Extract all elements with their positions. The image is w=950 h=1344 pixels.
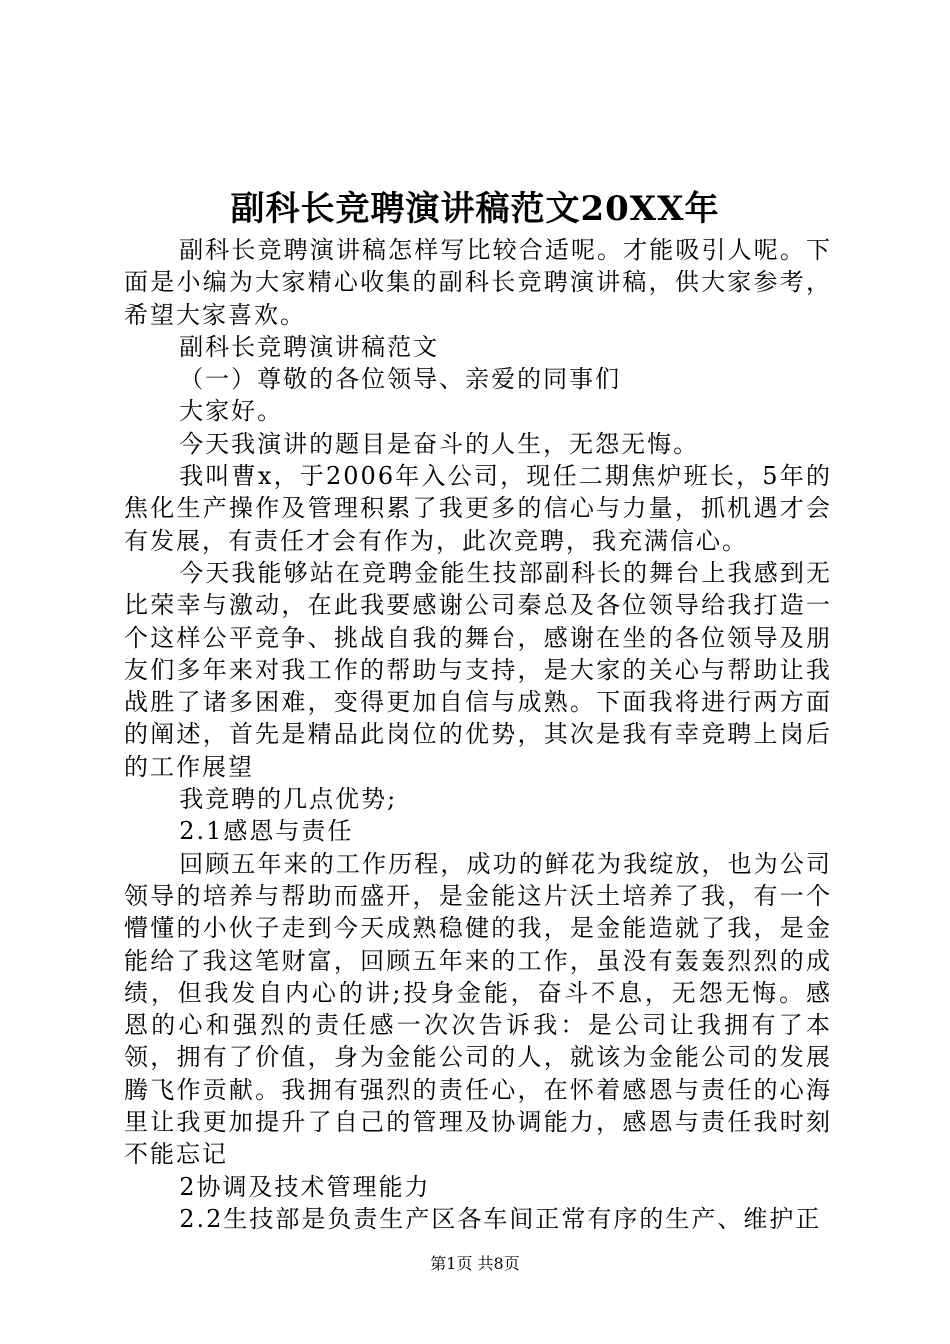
paragraph-advantages: 我竞聘的几点优势; xyxy=(179,785,398,814)
paragraph-greeting-title: （一）尊敬的各位领导、亲爱的同事们 xyxy=(179,365,622,394)
paragraph-review: 回顾五年来的工作历程，成功的鲜花为我绽放，也为公司领导的培养与帮助而盛开，是金能这片沃土培养了我，有一个懵懂的小伙子走到今天成熟稳健的我，是金能造就了我，是金能给了我这笔财富，回顾五年来的工作，虽没有轰轰烈烈的成绩，但我发自内心的讲;投身金能，奋斗不息，无怨无悔。感恩的心和强烈的责任感一次次告诉我：是公司让我拥有了本领，拥有了价值，身为金能公司的人，就该为金能公司的发展腾飞作贡献。我拥有强烈的责任心，在怀着感恩与责任的心海里让我更加提升了自己的管理及协调能力，感恩与责任我时刻不能忘记 xyxy=(124,849,832,1169)
document-body xyxy=(124,234,832,1235)
paragraph-topic: 今天我演讲的题目是奋斗的人生，无怨无悔。 xyxy=(179,429,700,458)
paragraph-thanks: 今天我能够站在竞聘金能生技部副科长的舞台上我感到无比荣幸与激动，在此我要感谢公司秦总及各位领导给我打造一个这样公平竞争、挑战自我的舞台，感谢在坐的各位领导及朋友们多年来对我工作的帮助与支持，是大家的关心与帮助让我战胜了诸多困难，变得更加自信与成熟。下面我将进行两方面的阐述，首先是精品此岗位的优势，其次是我有幸竞聘上岗后的工作展望 xyxy=(124,558,832,781)
document-title: 副科长竞聘演讲稿范文20XX年 xyxy=(230,189,720,229)
page-footer: 第1页 共8页 xyxy=(430,1254,520,1273)
paragraph-section-2-1: 2.1感恩与责任 xyxy=(179,817,354,846)
paragraph-section-2: 2协调及技术管理能力 xyxy=(179,1172,431,1201)
paragraph-hello: 大家好。 xyxy=(179,397,284,426)
paragraph-heading: 副科长竞聘演讲稿范文 xyxy=(179,332,440,361)
paragraph-intro: 副科长竞聘演讲稿怎样写比较合适呢。才能吸引人呢。下面是小编为大家精心收集的副科长竞聘演讲稿，供大家参考，希望大家喜欢。 xyxy=(124,236,832,329)
paragraph-self-intro: 我叫曹x，于2006年入公司，现任二期焦炉班长，5年的焦化生产操作及管理积累了我更多的信心与力量，抓机遇才会有发展，有责任才会有作为，此次竞聘，我充满信心。 xyxy=(124,462,832,555)
paragraph-section-2-2: 2.2生技部是负责生产区各车间正常有序的生产、维护正 xyxy=(179,1204,822,1233)
